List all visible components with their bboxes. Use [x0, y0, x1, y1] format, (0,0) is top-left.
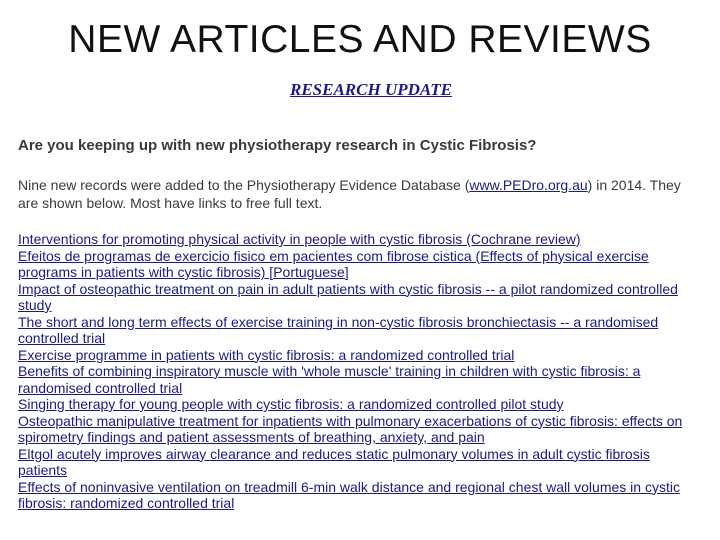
pedro-link[interactable]: www.PEDro.org.au [469, 177, 588, 193]
article-item [18, 413, 702, 446]
article-link-8[interactable]: Osteopathic manipulative treatment for inpatients with pulmonary exacerbations of cystic fibrosis: effects on spirometry findings and patient assessments of breathing, anxiety, and pain [18, 412, 683, 445]
intro-text-end: ) in 2014. They are shown below. Most have links to free full text. [18, 177, 681, 211]
article-item [18, 363, 702, 396]
article-item [18, 231, 702, 248]
article-item [18, 396, 702, 413]
slide-title: NEW ARTICLES AND REVIEWS [68, 18, 652, 61]
article-item [18, 314, 702, 347]
article-link-6[interactable]: Benefits of combining inspiratory muscle with 'whole muscle' training in children with cystic fibrosis: a randomised controlled trial [18, 363, 641, 396]
article-item [18, 347, 702, 364]
article-link-9[interactable]: Eltgol acutely improves airway clearance and reduces static pulmonary volumes in adult cystic fibrosis patients [18, 445, 650, 478]
article-link-2[interactable]: Efeitos de programas de exercicio fisico em pacientes com fibrose cistica (Effects of physical exercise programs in patients with cystic fibrosis) [Portuguese] [18, 247, 649, 280]
intro-paragraph [18, 176, 702, 212]
article-link-7[interactable]: Singing therapy for young people with cystic fibrosis: a randomized controlled pilot study [18, 396, 564, 412]
article-link-10[interactable]: Effects of noninvasive ventilation on treadmill 6-min walk distance and regional chest wall volumes in cystic fibrosis: randomized controlled trial [18, 478, 680, 511]
article-link-4[interactable]: The short and long term effects of exercise training in non-cystic fibrosis bronchiectasis -- a randomised controlled trial [18, 313, 659, 346]
article-link-5[interactable]: Exercise programme in patients with cystic fibrosis: a randomized controlled trial [18, 346, 515, 363]
article-item [18, 446, 702, 479]
intro-text-start: Nine new records were added to the Physiotherapy Evidence Database ( [18, 177, 470, 193]
article-item [18, 248, 702, 281]
article-item [18, 479, 702, 512]
research-update-heading: RESEARCH UPDATE [290, 80, 453, 99]
research-question: Are you keeping up with new physiotherapy research in Cystic Fibrosis? [18, 137, 537, 154]
content-body [18, 136, 702, 512]
article-link-3[interactable]: Impact of osteopathic treatment on pain in adult patients with cystic fibrosis -- a pilot randomized controlled study [18, 280, 678, 313]
article-item [18, 281, 702, 314]
article-link-1[interactable]: Interventions for promoting physical activity in people with cystic fibrosis (Cochrane review) [18, 231, 581, 247]
article-list [18, 231, 702, 512]
